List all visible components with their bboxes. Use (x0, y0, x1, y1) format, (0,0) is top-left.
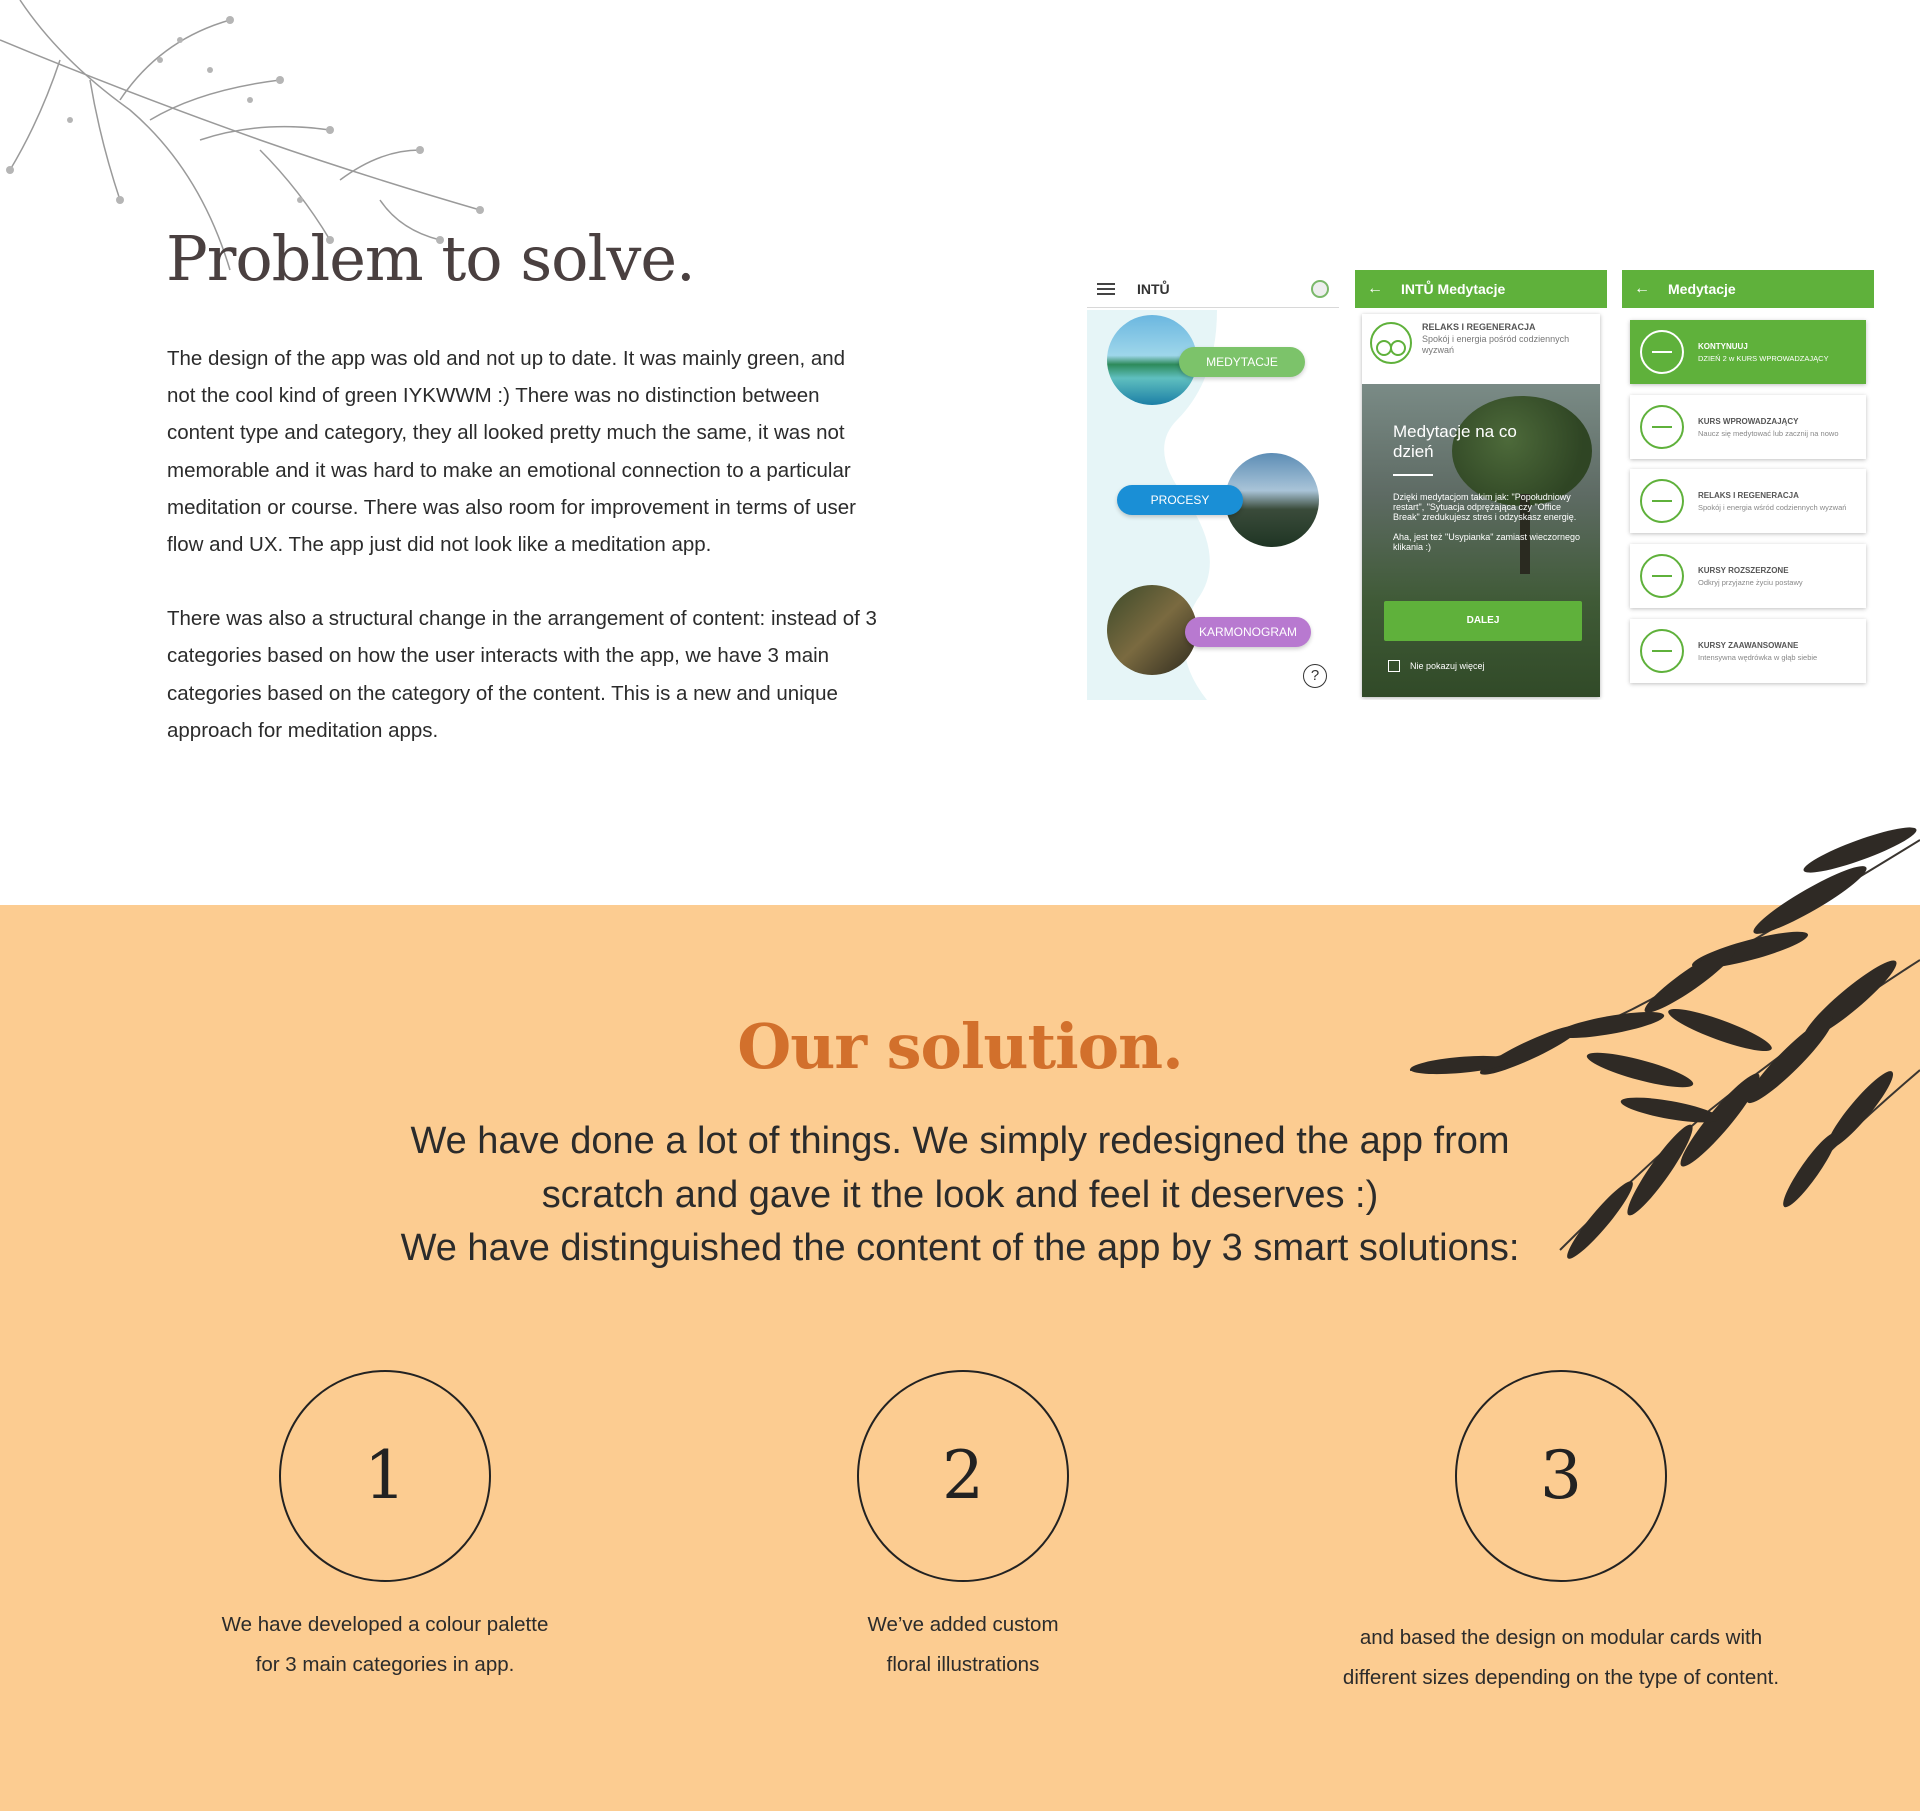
problem-paragraph-2: There was also a structural change in the arrangement of content: instead of 3 categories based on how the user interacts with the app, we have 3 main categories based on the category of the content. This is a new and unique approach for meditation apps. (167, 607, 877, 742)
app-title: INTŮ (1137, 280, 1170, 297)
solution-number-2: 2 (857, 1370, 1069, 1582)
intro-body: Dzięki medytacjom takim jak: "Popołudniowy restart", "Sytuacja odprężająca czy "Office Break" zredukujesz stres i odzyskasz energię. (1393, 492, 1577, 522)
arrow-circle-icon (1640, 330, 1684, 374)
intro-heading: Medytacje na co dzień (1393, 422, 1517, 461)
car-icon (1640, 554, 1684, 598)
back-arrow-icon[interactable]: ← (1367, 280, 1383, 297)
dalej-button[interactable]: DALEJ (1384, 601, 1582, 641)
solution-caption-3 (1261, 1618, 1861, 1698)
solution-caption-2 (738, 1605, 1188, 1685)
card-subtitle: Spokój i energia pośród codziennych wyzwań (1422, 334, 1570, 355)
intro-card (1362, 314, 1600, 697)
intro-text (1393, 492, 1583, 552)
problem-paragraph-1: The design of the app was old and not up to date. It was mainly green, and not the cool kind of green IYKWWM :) There was no distinction between content type and category, they all looked pretty much the same, it was not memorable and it was hard to make an emotional connection to a particular meditation or course. There was also room for improvement in terms of user flow and UX. The app just did not look like a meditation app. (167, 347, 856, 557)
home-body (1087, 310, 1339, 700)
checkbox-label: Nie pokazuj więcej (1410, 661, 1485, 671)
menu-icon[interactable] (1097, 283, 1115, 295)
card-title: RELAKS I REGENERACJA (1422, 322, 1536, 332)
solution-caption-1 (160, 1605, 610, 1685)
problem-text (167, 340, 877, 786)
medytacje-pill[interactable]: MEDYTACJE (1179, 347, 1305, 377)
solution-title: Our solution. (737, 1010, 1183, 1083)
course-card-continue[interactable] (1630, 320, 1866, 384)
forest-image (1107, 585, 1197, 675)
back-arrow-icon[interactable]: ← (1634, 280, 1650, 297)
logo-icon (1311, 280, 1329, 298)
app-title: Medytacje (1668, 281, 1736, 297)
bike-icon (1370, 322, 1412, 364)
solution-line-1: We have done a lot of things. We simply redesigned the app from (410, 1120, 1510, 1162)
caption-line: floral illustrations (886, 1653, 1040, 1676)
card-subtitle: DZIEŃ 2 w KURS WPROWADZAJĄCY (1698, 353, 1829, 363)
app-title: INTŮ Medytacje (1401, 281, 1506, 297)
app-bar (1087, 270, 1339, 308)
solution-line-3: We have distinguished the content of the app by 3 smart solutions: (400, 1227, 1520, 1269)
card-title: KURSY ZAAWANSOWANE (1698, 640, 1799, 650)
caption-line: We have developed a colour palette (221, 1613, 549, 1636)
meditation-icon (1640, 405, 1684, 449)
caption-line: and based the design on modular cards with (1359, 1626, 1763, 1649)
plane-icon (1640, 629, 1684, 673)
dont-show-checkbox[interactable] (1388, 660, 1485, 672)
procesy-pill[interactable]: PROCESY (1117, 485, 1243, 515)
card-header (1362, 314, 1600, 384)
phone-screen-meditations-intro (1355, 270, 1607, 700)
karmonogram-pill[interactable]: KARMONOGRAM (1185, 617, 1311, 647)
course-card-intro[interactable] (1630, 395, 1866, 459)
card-title: KONTYNUUJ (1698, 341, 1748, 351)
course-card-relax[interactable] (1630, 469, 1866, 533)
intro-body-2: Aha, jest też "Usypianka" zamiast wieczornego klikania :) (1393, 532, 1580, 552)
card-subtitle: Naucz się medytować lub zacznij na nowo (1698, 428, 1839, 438)
caption-line: for 3 main categories in app. (255, 1653, 515, 1676)
card-title: KURS WPROWADZAJĄCY (1698, 416, 1799, 426)
solution-number-1: 1 (279, 1370, 491, 1582)
card-subtitle: Intensywna wędrówka w głąb siebie (1698, 652, 1818, 662)
solution-number-3: 3 (1455, 1370, 1667, 1582)
checkbox-icon[interactable] (1388, 660, 1400, 672)
app-bar (1622, 270, 1874, 308)
caption-line: different sizes depending on the type of content. (1342, 1666, 1780, 1689)
solution-text (260, 1115, 1660, 1276)
phone-screen-meditations-list (1622, 270, 1874, 700)
caption-line: We’ve added custom (867, 1613, 1059, 1636)
app-bar (1355, 270, 1607, 308)
card-title: RELAKS I REGENERACJA (1698, 490, 1799, 500)
help-icon[interactable]: ? (1303, 664, 1327, 688)
card-title: KURSY ROZSZERZONE (1698, 565, 1789, 575)
card-subtitle: Spokój i energia wśród codziennych wyzwań (1698, 502, 1847, 512)
course-card-advanced[interactable] (1630, 619, 1866, 683)
divider (1393, 474, 1433, 476)
solution-line-2: scratch and gave it the look and feel it deserves :) (541, 1173, 1379, 1216)
course-card-extended[interactable] (1630, 544, 1866, 608)
bike-icon (1640, 479, 1684, 523)
phone-screen-home (1087, 270, 1339, 700)
problem-title: Problem to solve. (166, 222, 695, 295)
card-subtitle: Odkryj przyjazne życiu postawy (1698, 577, 1803, 587)
